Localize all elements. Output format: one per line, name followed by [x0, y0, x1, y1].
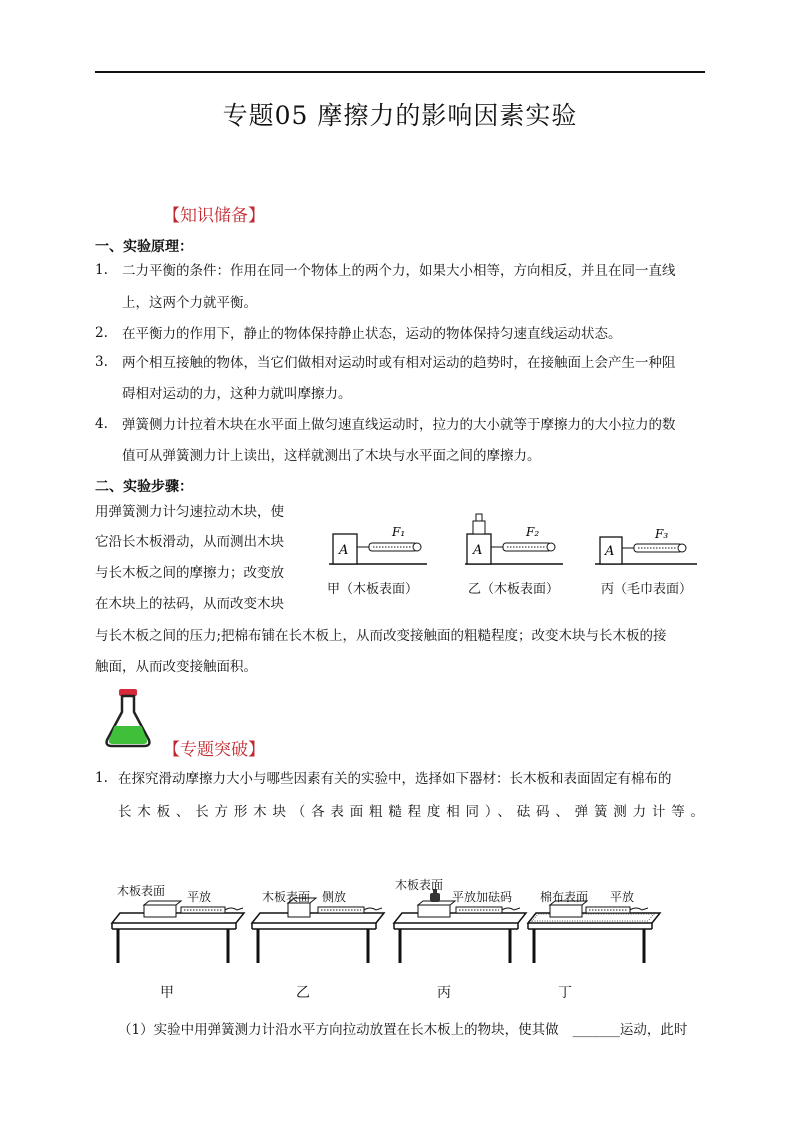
breakthrough-header: 【专题突破】 [163, 740, 265, 760]
force-label: F₁ [392, 525, 406, 539]
force-label: F₂ [526, 525, 540, 539]
setup-ding [528, 901, 660, 963]
figure-caption: 丙（毛巾表面） [601, 582, 693, 597]
item-text: 在平衡力的作用下，静止的物体保持静止状态，运动的物体保持匀速直线运动状态。 [122, 326, 622, 342]
step-text: 触面，从而改变接触面积。 [95, 659, 257, 675]
step-text: 与长木板之间的摩擦力；改变放 [95, 565, 284, 581]
sub-question-text: 运动，此时 [619, 1022, 688, 1038]
knowledge-header: 【知识储备】 [163, 206, 265, 226]
apparatus-jia [329, 525, 427, 564]
figure-caption: 甲（木板表面） [327, 582, 419, 597]
block-label: A [339, 543, 349, 558]
section1-heading: 一、实验原理： [95, 239, 193, 255]
item-text: 两个相互接触的物体，当它们做相对运动时或有相对运动的趋势时，在接触面上会产生一种阻 [122, 355, 676, 371]
setup-yi [252, 898, 384, 963]
item-text: 值可从弹簧测力计上读出，这样就测出了木块与水平面之间的摩擦力。 [122, 448, 541, 464]
step-text: 用弹簧测力计匀速拉动木块，使 [95, 504, 284, 520]
item-text: 二力平衡的条件：作用在同一个物体上的两个力，如果大小相等，方向相反，并且在同一直线 [122, 263, 676, 279]
placement-label: 平放 [187, 890, 212, 904]
surface-label: 木板表面 [262, 890, 311, 904]
item-number: 2. [95, 325, 108, 341]
block-label: A [605, 544, 615, 559]
apparatus-bing [595, 527, 697, 564]
answer-blank[interactable]: _______ [572, 1022, 620, 1038]
step-text: 与长木板之间的压力;把棉布铺在长木板上，从而改变接触面的粗糙程度；改变木块与长木板的接 [95, 628, 667, 644]
force-label: F₃ [655, 527, 669, 541]
panel-tag: 丁 [558, 985, 572, 1001]
panel-tag: 乙 [296, 985, 310, 1001]
placement-label: 平放加砝码 [452, 890, 513, 904]
apparatus-yi [465, 514, 563, 564]
item-number: 3. [95, 354, 108, 370]
question-number: 1. [95, 770, 108, 786]
question-text: 在探究滑动摩擦力大小与哪些因素有关的实验中，选择如下器材：长木板和表面固定有棉布的 [118, 771, 672, 787]
figure-caption: 乙（木板表面） [468, 582, 560, 597]
placement-label: 侧放 [322, 890, 347, 904]
step-text: 在木块上的祛码，从而改变木块 [95, 596, 284, 612]
question-text: 长木板、长方形木块（各表面粗糙程度相同）、砝码、弹簧测力计等。 [118, 804, 704, 820]
surface-label: 木板表面 [117, 884, 166, 898]
top-rule [95, 71, 705, 73]
setup-jia [112, 901, 244, 963]
sub-question-text: （1）实验中用弹簧测力计沿水平方向拉动放置在长木板上的物块，使其做 [118, 1022, 559, 1038]
item-number: 4. [95, 416, 108, 432]
item-number: 1. [95, 262, 108, 278]
step-text: 它沿长木板滑动，从而测出木块 [95, 534, 284, 550]
panel-tag: 甲 [160, 985, 174, 1001]
surface-label: 木板表面 [395, 878, 444, 892]
experiment-diagram [325, 510, 710, 578]
item-text: 弹簧侧力计拉着木块在水平面上做匀速直线运动时，拉力的大小就等于摩擦力的大小拉力的数 [122, 417, 676, 433]
sub-question [118, 1020, 687, 1040]
item-text: 碍相对运动的力，这种力就叫摩擦力。 [122, 386, 352, 402]
panel-tag: 丙 [437, 985, 451, 1001]
item-text: 上，这两个力就平衡。 [122, 295, 257, 311]
placement-label: 平放 [610, 890, 635, 904]
page-title: 专题05 摩擦力的影响因素实验 [222, 101, 578, 130]
block-label: A [473, 543, 483, 558]
flask-icon [102, 688, 154, 750]
section2-heading: 二、实验步骤： [95, 479, 193, 495]
surface-label: 棉布表面 [540, 890, 589, 904]
